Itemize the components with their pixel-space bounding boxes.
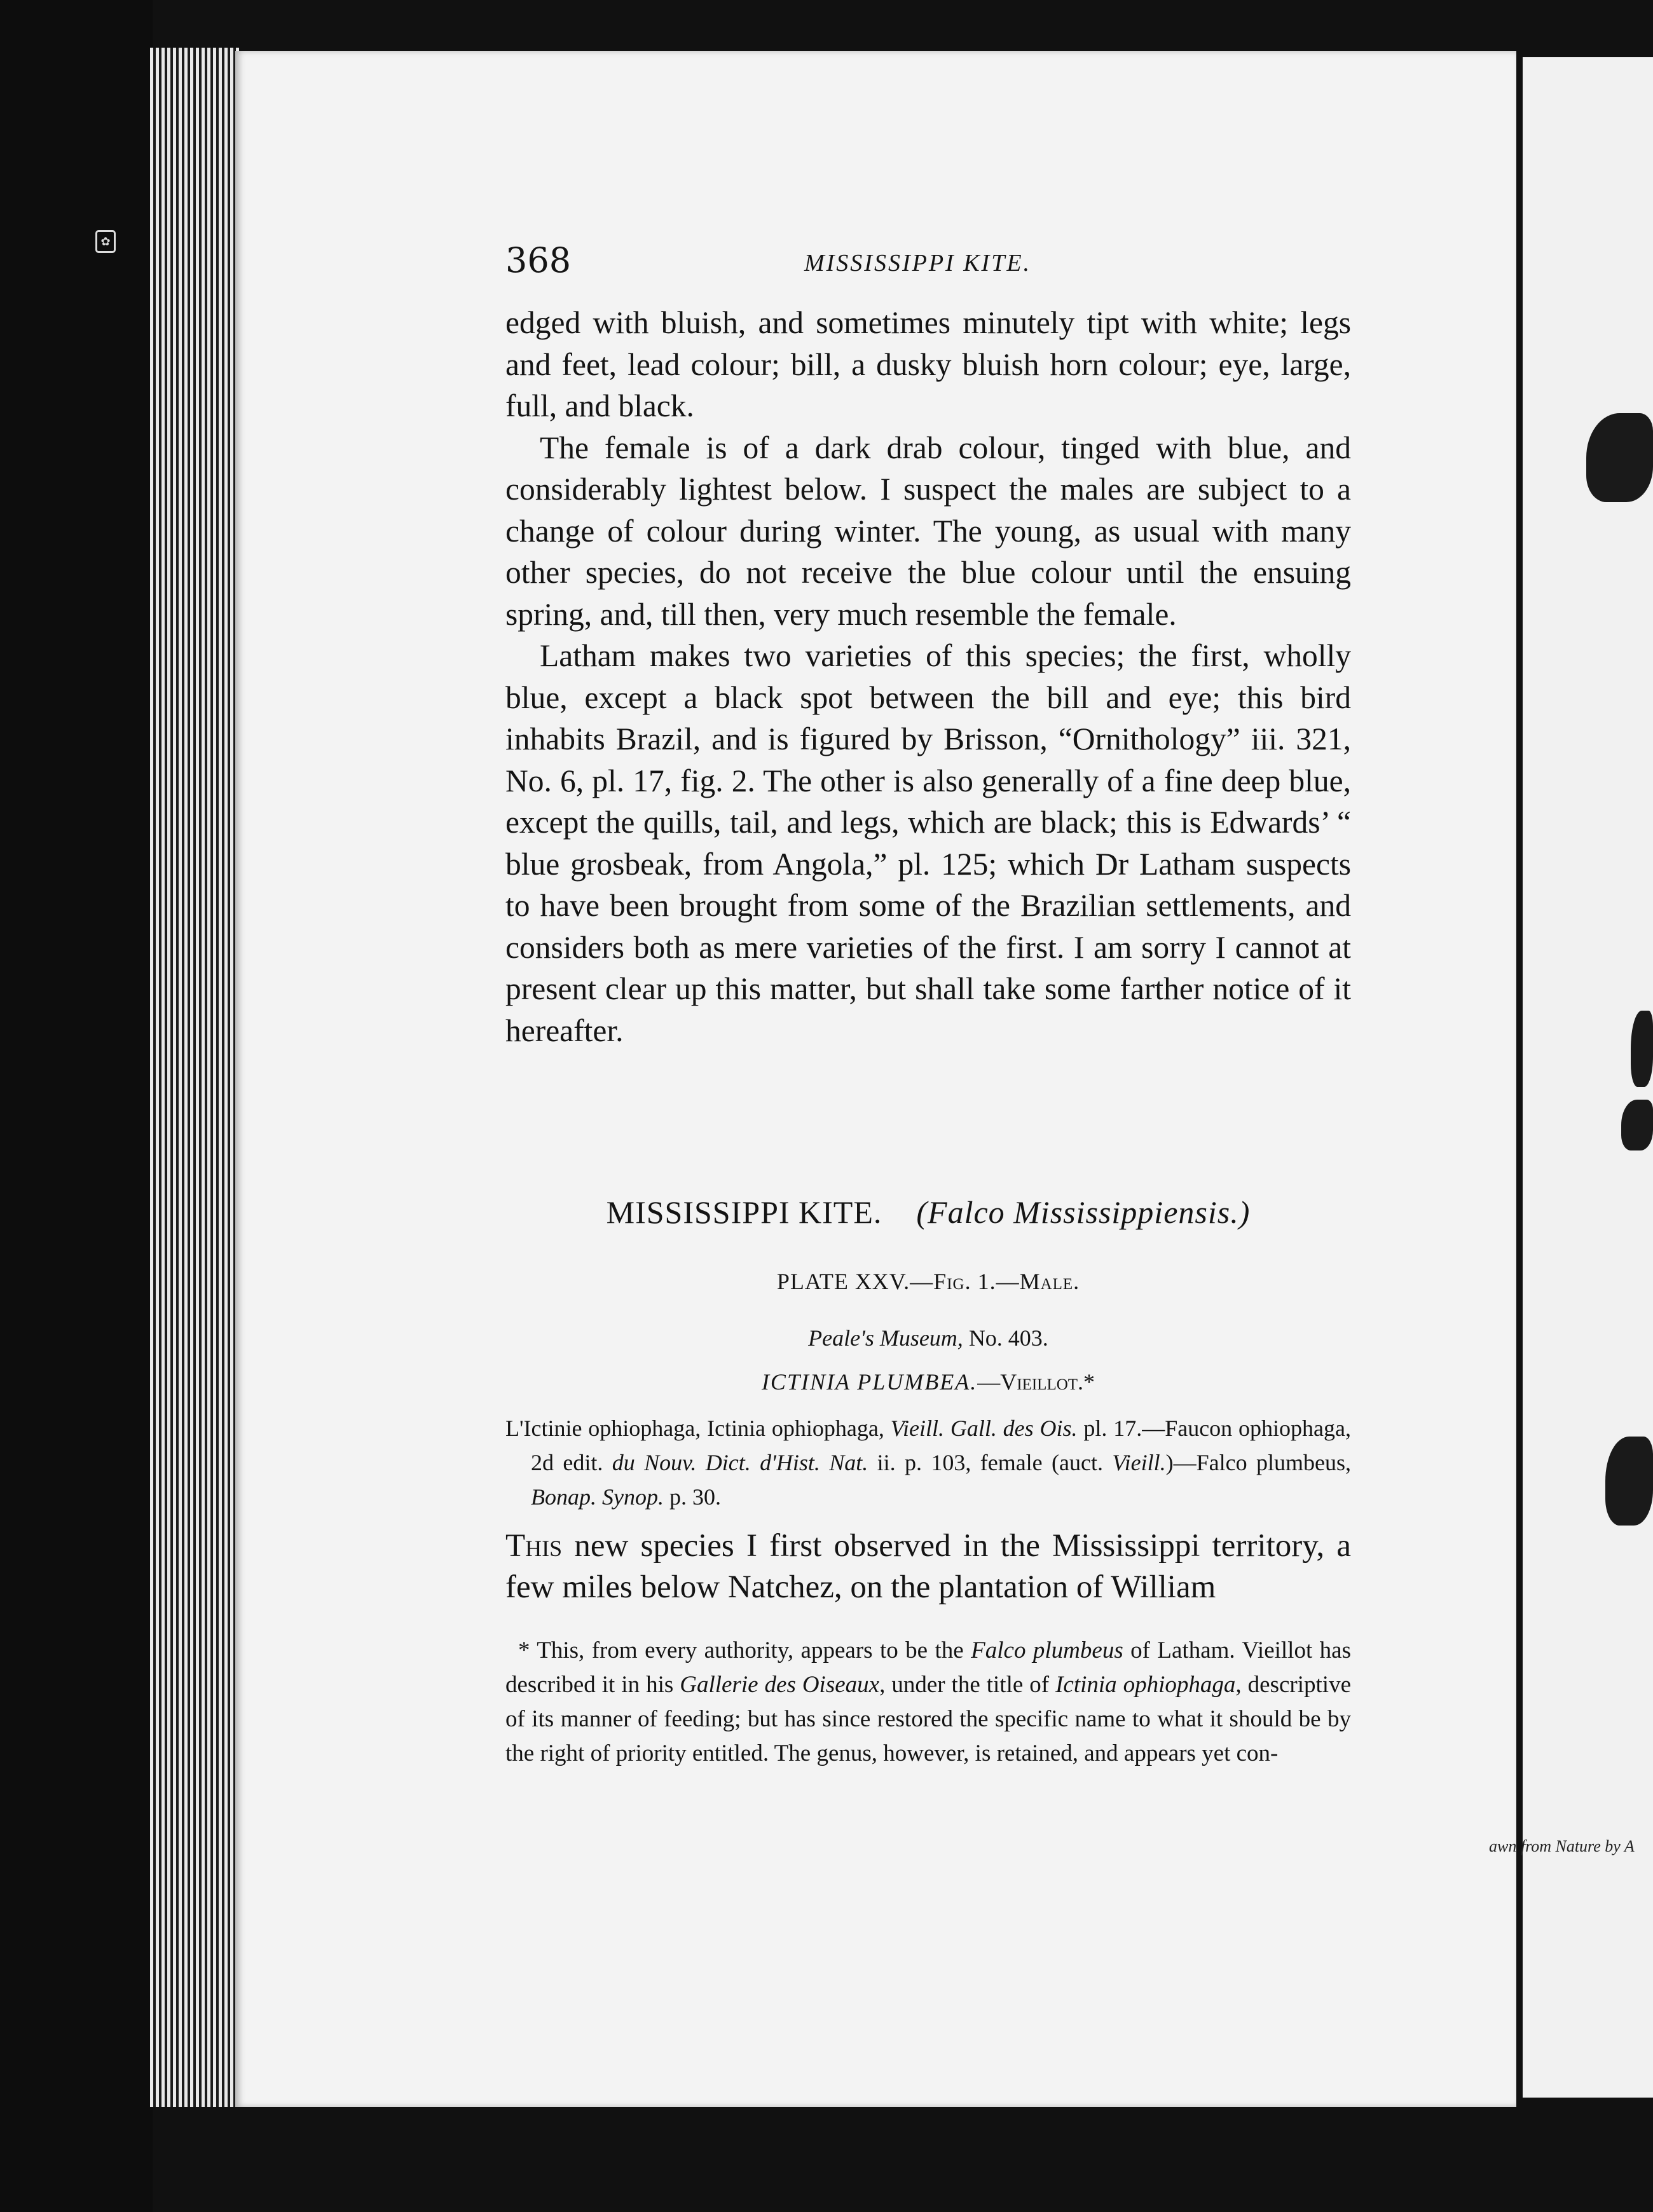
section-title-main: MISSISSIPPI KITE. [606, 1194, 882, 1230]
facing-page-credit: awn from Nature by A [1489, 1837, 1635, 1855]
opening-text: new species I first observed in the Mississippi territory, a few miles below Natchez, on the plantation of William [505, 1528, 1351, 1605]
facing-page-illustration-fragment [1586, 413, 1653, 502]
paragraph: The female is of a dark drab colour, tinged with blue, and considerably lightest below. I suspect the males are subject to a change of colour during winter. The young, as usual with many other species, do not receive the blue colour until the ensuing spring, and, till then, very much resemble the female. [505, 430, 1351, 632]
facing-page [1523, 57, 1653, 2098]
museum-name: Peale's Museum, [808, 1325, 963, 1351]
footnote-segment: Gallerie des Oiseaux, [680, 1672, 886, 1698]
synonymy-segment: p. 30. [663, 1484, 721, 1510]
footnote-segment: descriptive of its manner of feeding; but has since restored the specific name to what it should be by the right of priority entitled. The genus, however, is retained, and appears yet con- [505, 1672, 1351, 1766]
facing-page-illustration-fragment [1631, 1011, 1653, 1087]
page-number: 368 [505, 240, 572, 280]
page-edges [150, 48, 239, 2107]
running-head [505, 240, 1396, 291]
synonymy-segment: ii. p. 103, female (auct. [868, 1450, 1113, 1475]
footnote [505, 1634, 1351, 1771]
footnote-segment: Ictinia ophiophaga, [1055, 1672, 1242, 1698]
margin-mark-icon: ✿ [95, 230, 116, 253]
opening-first-word: This [505, 1528, 563, 1564]
paragraph: Latham makes two varieties of this species; the first, wholly blue, except a black spot between the bill and eye; this bird inhabits Brazil, and is figured by Brisson, “Ornithology” iii. 321, No. 6, pl. 17, fig. 2. The other is also generally of a fine deep blue, except the quills, tail, and legs, which are black; this is Edwards’ “ blue grosbeak, from Angola,” pl. 125; which Dr Latham suspects to have been brought from some of the Brazilian settlements, and considers both as mere varieties of the first. I am sorry I cannot at present clear up this matter, but shall take some farther notice of it hereafter. [505, 638, 1351, 1048]
footnote-segment: Falco plumbeus [971, 1637, 1123, 1663]
footnote-segment: of Latham. Vieillot has described it in his [505, 1637, 1351, 1698]
museum-reference [505, 1325, 1351, 1351]
plate-reference: PLATE XXV.—Fig. 1.—Male. [776, 1269, 1080, 1294]
book-spine [0, 0, 153, 2212]
synonymy-segment: Vieill. [1112, 1450, 1166, 1475]
synonymy-segment: L'Ictinie ophiophaga, Ictinia ophiophaga, [505, 1416, 891, 1441]
section-title-latin: (Falco Mississippiensis.) [916, 1194, 1251, 1230]
synonymy-segment: )—Falco plumbeus, [1165, 1450, 1352, 1475]
synonymy-segment: du Nouv. Dict. d'Hist. Nat. [612, 1450, 868, 1475]
footnote-segment: under the title of [885, 1672, 1056, 1698]
running-title: MISSISSIPPI KITE. [804, 250, 1032, 276]
opening-paragraph [505, 1526, 1351, 1608]
synonym-name: ICTINIA PLUMBEA. [761, 1369, 978, 1395]
synonymy-segment: pl. 17.—Faucon ophiophaga, 2d edit. [531, 1416, 1351, 1475]
museum-number: No. 403. [963, 1325, 1048, 1351]
facing-page-illustration-fragment [1621, 1100, 1653, 1150]
synonym-heading [505, 1369, 1351, 1395]
synonymy [505, 1411, 1351, 1514]
footnote-segment: * This, from every authority, appears to be the [518, 1637, 971, 1663]
synonymy-segment: Vieill. Gall. des Ois. [890, 1416, 1078, 1441]
synonymy-segment: Bonap. Synop. [531, 1484, 664, 1510]
synonym-author: —Vieillot.* [977, 1369, 1095, 1395]
section-title [505, 1194, 1351, 1231]
body-text [505, 302, 1351, 1051]
facing-page-illustration-fragment [1605, 1437, 1653, 1526]
paragraph: edged with bluish, and sometimes minutely tipt with white; legs and feet, lead colour; bill, a dusky bluish horn colour; eye, large, full, and black. [505, 305, 1351, 423]
